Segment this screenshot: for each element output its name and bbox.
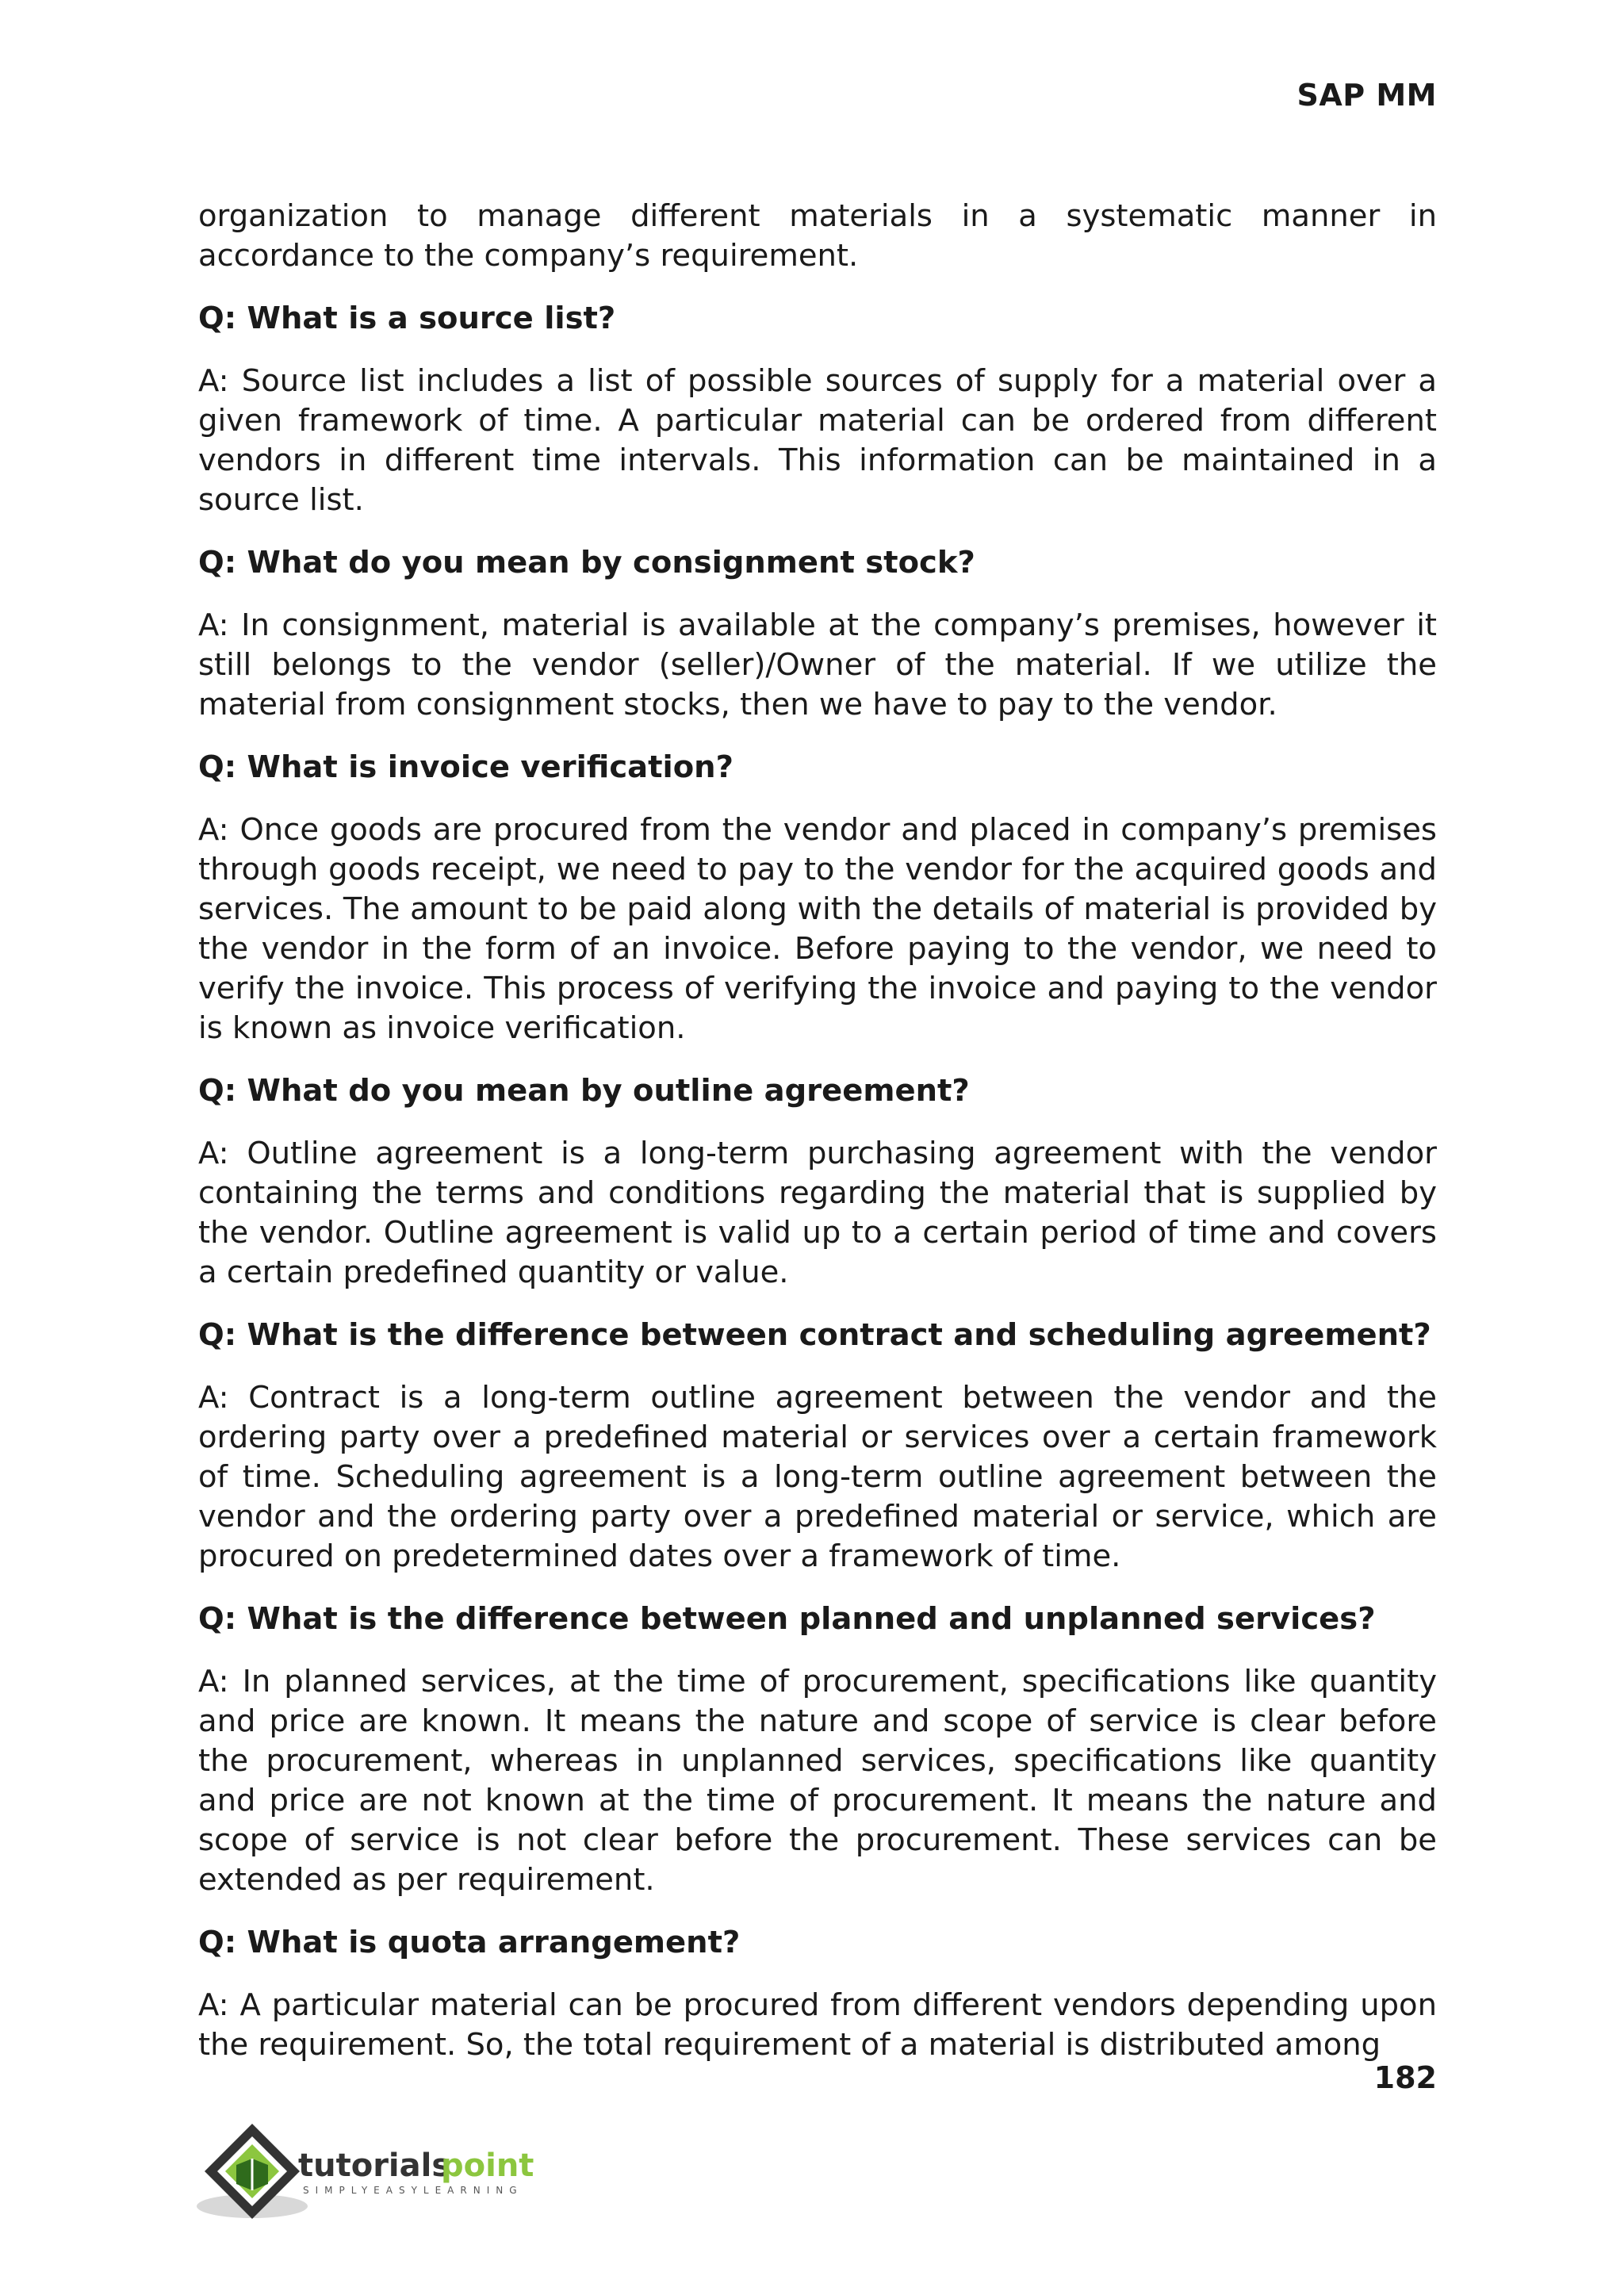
question: Q: What is the difference between planned and unplanned services?: [198, 1601, 1376, 1637]
answer: A: Source list includes a list of possible sources of supply for a material over a given framework of time. A particular material can be ordered from different vendors in different time intervals. This information can be maintained in a source list.: [198, 363, 1437, 518]
answer: A: A particular material can be procured from different vendors depending upon the requirement. So, the total requirement of a material is distributed among: [198, 1987, 1437, 2063]
question: Q: What is a source list?: [198, 301, 616, 336]
logo-wordmark-point: point: [441, 2147, 534, 2184]
page-header-title: SAP MM: [1297, 78, 1437, 113]
question: Q: What do you mean by consignment stock?: [198, 545, 975, 580]
answer: A: Once goods are procured from the vendor and placed in company’s premises through goods receipt, we need to pay to the vendor for the acquired goods and services. The amount to be paid along with the details of material is provided by the vendor in the form of an invoice. Before paying to the vendor, we need to verify the invoice. This process of verifying the invoice and paying to the vendor is known as invoice verification.: [198, 812, 1437, 1046]
answer: A: Contract is a long-term outline agreement between the vendor and the ordering party over a predefined material or services over a certain framework of time. Scheduling agreement is a long-term outline agreement between the vendor and the ordering party over a predefined material or service, which are procured on predetermined dates over a framework of time.: [198, 1380, 1437, 1574]
question: Q: What do you mean by outline agreement?: [198, 1073, 970, 1109]
question: Q: What is invoice verification?: [198, 749, 733, 785]
logo-wordmark-tutorials: tutorials: [298, 2147, 451, 2184]
question: Q: What is quota arrangement?: [198, 1925, 741, 1960]
logo-tagline: SIMPLYEASYLEARNING: [303, 2185, 523, 2196]
page-body: [198, 197, 1437, 2065]
answer: A: Outline agreement is a long-term purchasing agreement with the vendor containing the terms and conditions regarding the material that is supplied by the vendor. Outline agreement is valid up to a certain period of time and covers a certain predefined quantity or value.: [198, 1136, 1437, 1290]
intro-paragraph: organization to manage different materials in a systematic manner in accordance to the company’s requirement.: [198, 198, 1437, 274]
question: Q: What is the difference between contract and scheduling agreement?: [198, 1317, 1431, 1353]
page-number: 182: [1373, 2060, 1437, 2095]
answer: A: In consignment, material is available at the company’s premises, however it still belongs to the vendor (seller)/Owner of the material. If we utilize the material from consignment stocks, then we have to pay to the vendor.: [198, 607, 1437, 722]
tutorialspoint-logo: [195, 2117, 576, 2228]
answer: A: In planned services, at the time of procurement, specifications like quantity and price are known. It means the nature and scope of service is clear before the procurement, whereas in unplanned services, specifications like quantity and price are not known at the time of procurement. It means the nature and scope of service is not clear before the procurement. These services can be extended as per requirement.: [198, 1664, 1437, 1898]
